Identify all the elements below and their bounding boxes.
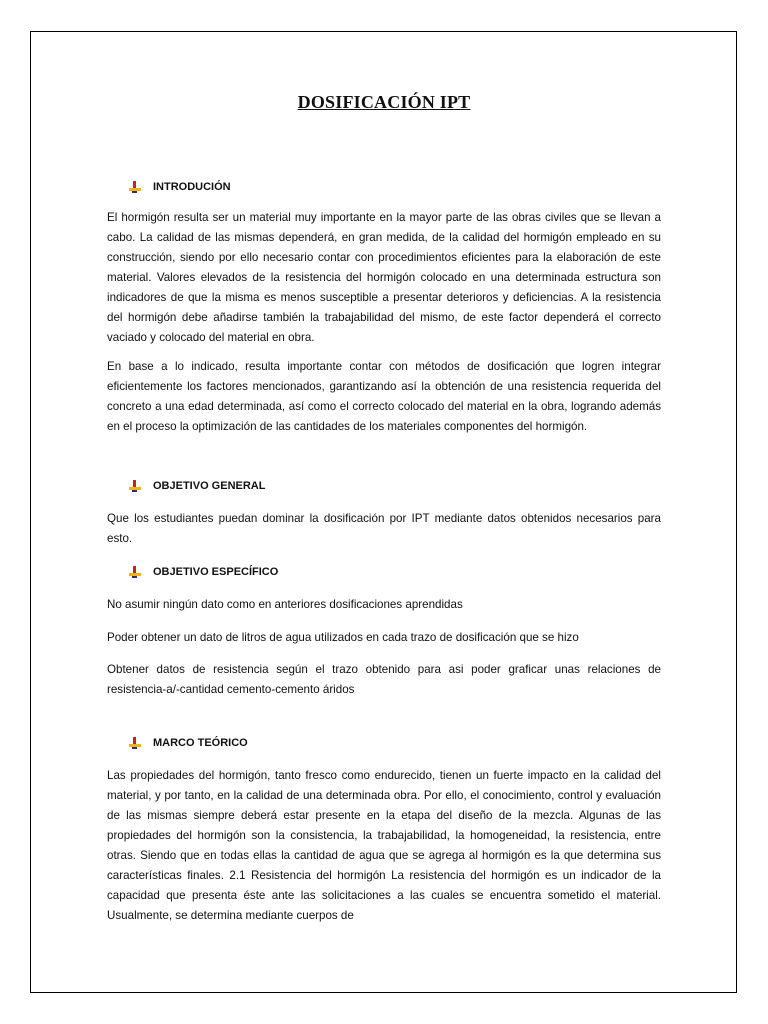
paragraph-introduccion-2: En base a lo indicado, resulta importante contar con métodos de dosificación que logren integrar eficientemente los factores mencionados, garantizando así la obtención de una resistencia requerida del concreto a una edad determinada, así como el correcto colocado del material en la obra, logrando además en el proceso la optimización de las cantidades de los materiales componentes del hormigón. — [107, 360, 661, 433]
bullet-icon — [129, 737, 143, 749]
bullet-icon — [129, 566, 143, 578]
paragraph-objetivo-especifico-1: No asumir ningún dato como en anteriores dosificaciones aprendidas — [107, 598, 463, 611]
document-page — [30, 31, 737, 993]
section-heading-label: MARCO TEÓRICO — [153, 737, 248, 749]
paragraph-introduccion-1: El hormigón resulta ser un material muy importante en la mayor parte de las obras civiles que se llevan a cabo. La calidad de las mismas dependerá, en gran medida, de la calidad del hormigón empleado en su construcción, siendo por ello necesario contar con procedimientos eficientes para la elaboración de este material. Valores elevados de la resistencia del hormigón colocado en una determinada estructura son indicadores de que la misma es menos susceptible a presentar deterioros y deficiencias. A la resistencia del hormigón debe añadirse también la trabajabilidad del mismo, de este factor dependerá el correcto vaciado y colocado del material en obra. — [107, 211, 661, 344]
document-title: DOSIFICACIÓN IPT — [297, 92, 471, 112]
section-heading-introduccion — [129, 179, 231, 195]
paragraph-objetivo-general: Que los estudiantes puedan dominar la dosificación por IPT mediante datos obtenidos necesarios para esto. — [107, 512, 661, 545]
paragraph-objetivo-especifico-3: Obtener datos de resistencia según el trazo obtenido para asi poder graficar unas relaciones de resistencia-a/-cantidad cemento-cemento áridos — [107, 663, 661, 696]
bullet-icon — [129, 480, 143, 492]
bullet-icon — [129, 181, 143, 193]
paragraph-objetivo-especifico-2: Poder obtener un dato de litros de agua utilizados en cada trazo de dosificación que se hizo — [107, 631, 579, 644]
section-heading-objetivo-general — [129, 478, 265, 494]
section-heading-label: INTRODUCIÓN — [153, 181, 231, 193]
section-heading-objetivo-especifico — [129, 564, 278, 580]
section-heading-label: OBJETIVO ESPECÍFICO — [153, 566, 279, 578]
section-heading-label: OBJETIVO GENERAL — [153, 480, 266, 492]
section-heading-marco-teorico — [129, 735, 248, 751]
paragraph-marco-teorico: Las propiedades del hormigón, tanto fresco como endurecido, tienen un fuerte impacto en la calidad del material, y por tanto, en la calidad de una determinada obra. Por ello, el conocimiento, control y evaluación de las mismas siempre deberá estar presente en la etapa del diseño de la mezcla. Algunas de las propiedades del hormigón son la consistencia, la trabajabilidad, la homogeneidad, la resistencia, entre otras. Siendo que en todas ellas la cantidad de agua que se agrega al hormigón es la que determina sus características finales. 2.1 Resistencia del hormigón La resistencia del hormigón es un indicador de la capacidad que presenta éste ante las solicitaciones a las cuales se encuentra sometido el material. Usualmente, se determina mediante cuerpos de — [107, 769, 661, 922]
